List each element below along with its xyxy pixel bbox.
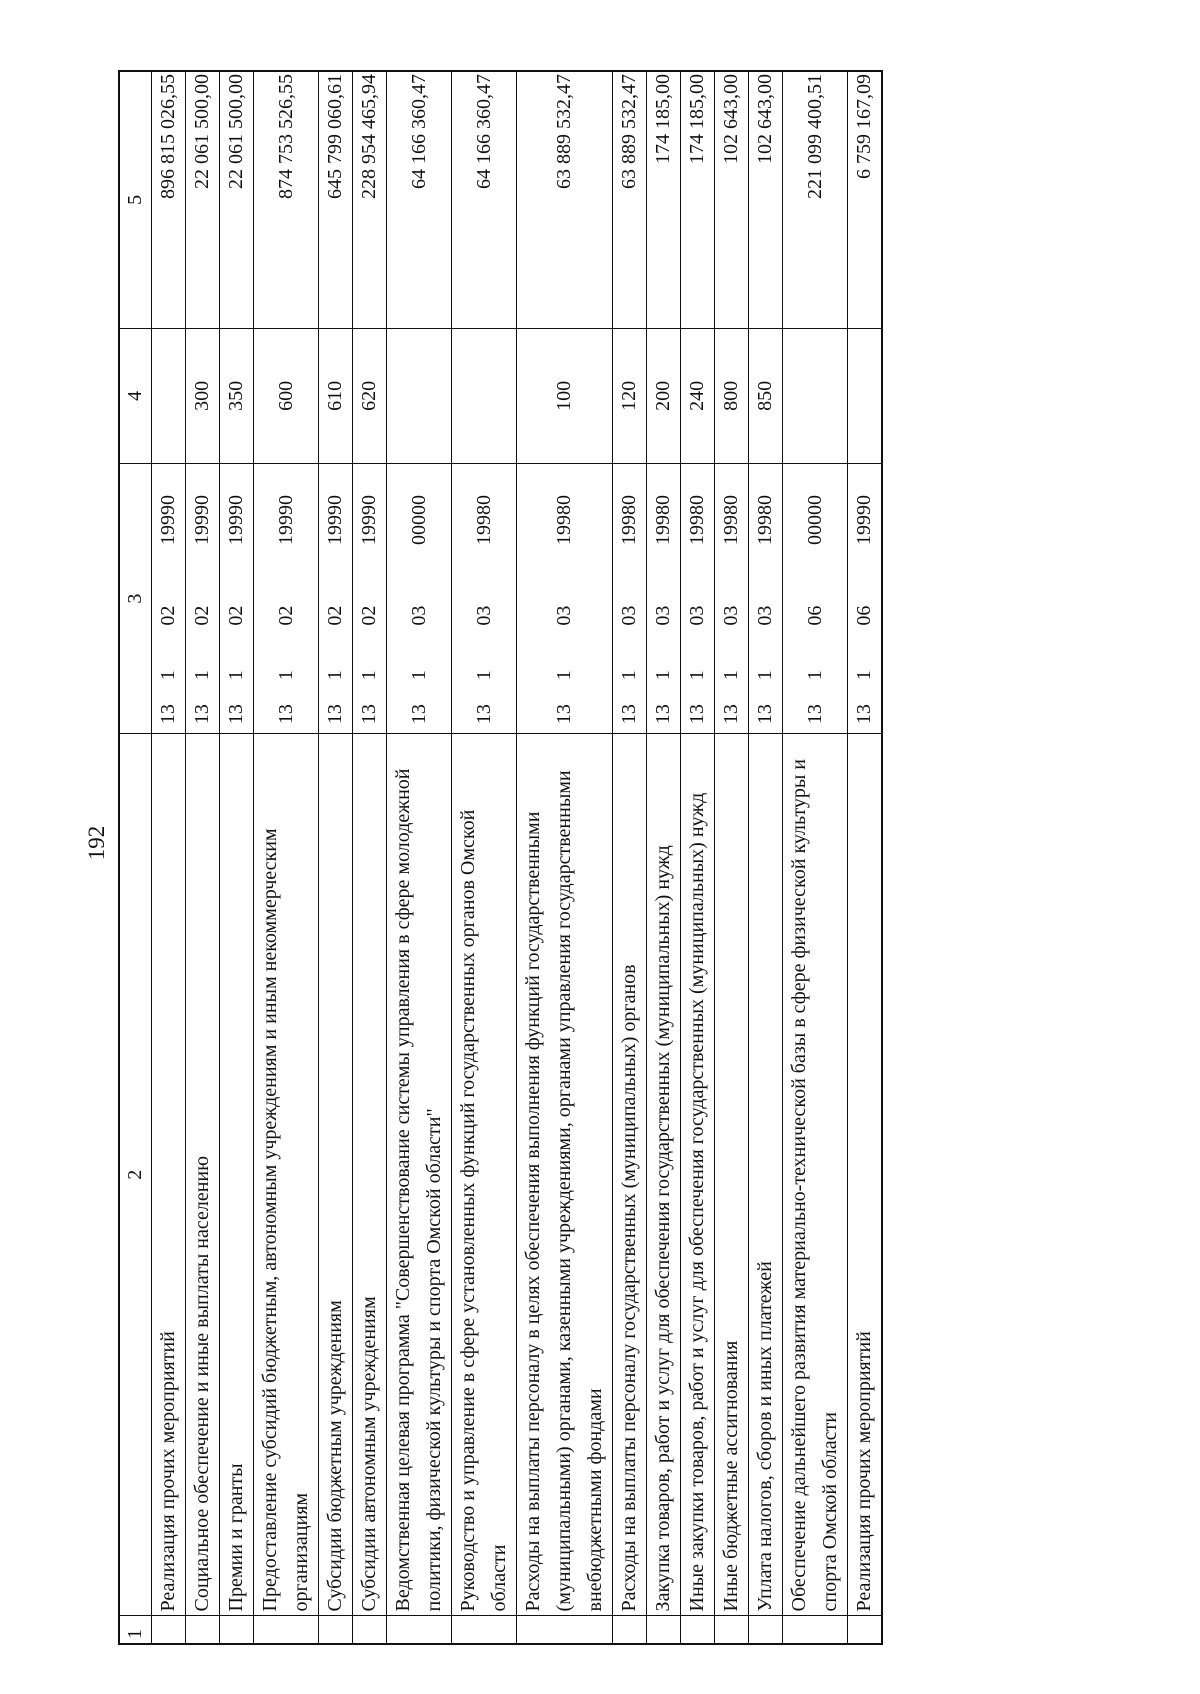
table-row <box>452 71 517 1644</box>
row-expense-type-cell: 120 <box>613 328 647 464</box>
row-expense-type-cell <box>848 328 883 464</box>
row-amount-cell: 174 185,00 <box>647 71 681 328</box>
row-amount-cell: 102 643,00 <box>749 71 783 328</box>
row-name-cell: Субсидии автономным учреждениям <box>353 734 387 1616</box>
row-code-part-a: 13 <box>681 695 715 734</box>
row-code-part-c: 03 <box>715 576 749 655</box>
row-expense-type-cell: 350 <box>220 328 254 464</box>
row-code-part-d: 19990 <box>220 464 254 576</box>
table-row <box>715 71 749 1644</box>
table-body <box>152 71 883 1644</box>
row-code-part-b: 1 <box>254 655 319 695</box>
row-code-part-c: 06 <box>848 576 883 655</box>
row-amount-cell: 64 166 360,47 <box>452 71 517 328</box>
row-code-part-a: 13 <box>387 695 452 734</box>
row-code-part-a: 13 <box>152 695 186 734</box>
table-row <box>387 71 452 1644</box>
budget-table-sheet <box>118 70 883 1645</box>
col-header-5: 5 <box>119 71 152 328</box>
row-code-part-d: 00000 <box>387 464 452 576</box>
row-code-part-c: 02 <box>353 576 387 655</box>
row-name-cell: Иные закупки товаров, работ и услуг для обеспечения государственных (муниципальных) нужд <box>681 734 715 1616</box>
table-row <box>647 71 681 1644</box>
row-col1-cell <box>353 1616 387 1644</box>
row-expense-type-cell: 100 <box>517 328 613 464</box>
row-col1-cell <box>517 1616 613 1644</box>
row-code-part-d: 19990 <box>186 464 220 576</box>
row-col1-cell <box>319 1616 353 1644</box>
row-code-part-c: 03 <box>613 576 647 655</box>
row-col1-cell <box>613 1616 647 1644</box>
row-code-part-d: 19980 <box>613 464 647 576</box>
row-code-part-d: 19990 <box>254 464 319 576</box>
row-code-part-c: 03 <box>517 576 613 655</box>
table-row <box>353 71 387 1644</box>
row-code-part-a: 13 <box>783 695 848 734</box>
row-code-part-d: 19990 <box>848 464 883 576</box>
row-code-part-b: 1 <box>783 655 848 695</box>
row-code-part-b: 1 <box>613 655 647 695</box>
row-code-part-d: 19990 <box>152 464 186 576</box>
row-col1-cell <box>254 1616 319 1644</box>
row-code-part-a: 13 <box>186 695 220 734</box>
table-row <box>848 71 883 1644</box>
row-amount-cell: 645 799 060,61 <box>319 71 353 328</box>
row-code-part-d: 19980 <box>715 464 749 576</box>
row-name-cell: Реализация прочих мероприятий <box>152 734 186 1616</box>
row-code-part-a: 13 <box>613 695 647 734</box>
row-code-part-a: 13 <box>715 695 749 734</box>
row-code-part-b: 1 <box>647 655 681 695</box>
row-code-part-c: 03 <box>681 576 715 655</box>
row-code-part-b: 1 <box>749 655 783 695</box>
row-code-part-b: 1 <box>452 655 517 695</box>
row-code-part-b: 1 <box>681 655 715 695</box>
row-code-part-b: 1 <box>220 655 254 695</box>
row-code-part-c: 02 <box>254 576 319 655</box>
row-expense-type-cell: 610 <box>319 328 353 464</box>
row-name-cell: Предоставление субсидий бюджетным, автономным учреждениям и иным некоммерческим организациям <box>254 734 319 1616</box>
row-code-part-d: 19980 <box>517 464 613 576</box>
row-name-cell: Расходы на выплаты персоналу в целях обеспечения выполнения функций государственными (муниципальными) органами, казенными учреждениями, органами управления государственными внебюджетными фондами <box>517 734 613 1616</box>
row-code-part-a: 13 <box>452 695 517 734</box>
row-code-part-a: 13 <box>254 695 319 734</box>
row-amount-cell: 64 166 360,47 <box>387 71 452 328</box>
table-row <box>517 71 613 1644</box>
row-col1-cell <box>387 1616 452 1644</box>
row-amount-cell: 22 061 500,00 <box>186 71 220 328</box>
row-expense-type-cell <box>387 328 452 464</box>
row-name-cell: Уплата налогов, сборов и иных платежей <box>749 734 783 1616</box>
page-number: 192 <box>84 825 109 861</box>
row-col1-cell <box>220 1616 254 1644</box>
row-code-part-b: 1 <box>387 655 452 695</box>
row-code-part-a: 13 <box>647 695 681 734</box>
row-amount-cell: 63 889 532,47 <box>517 71 613 328</box>
row-expense-type-cell: 240 <box>681 328 715 464</box>
row-expense-type-cell <box>783 328 848 464</box>
row-code-part-c: 02 <box>186 576 220 655</box>
row-amount-cell: 221 099 400,51 <box>783 71 848 328</box>
row-code-part-a: 13 <box>749 695 783 734</box>
table-row <box>613 71 647 1644</box>
table-row <box>152 71 186 1644</box>
row-name-cell: Премии и гранты <box>220 734 254 1616</box>
row-name-cell: Закупка товаров, работ и услуг для обеспечения государственных (муниципальных) нужд <box>647 734 681 1616</box>
row-code-part-c: 02 <box>152 576 186 655</box>
row-code-part-d: 19980 <box>647 464 681 576</box>
row-name-cell: Субсидии бюджетным учреждениям <box>319 734 353 1616</box>
row-expense-type-cell: 300 <box>186 328 220 464</box>
row-code-part-d: 19990 <box>319 464 353 576</box>
row-expense-type-cell <box>452 328 517 464</box>
table-row <box>319 71 353 1644</box>
row-amount-cell: 63 889 532,47 <box>613 71 647 328</box>
row-expense-type-cell: 850 <box>749 328 783 464</box>
row-name-cell: Социальное обеспечение и иные выплаты населению <box>186 734 220 1616</box>
row-col1-cell <box>848 1616 883 1644</box>
row-amount-cell: 874 753 526,55 <box>254 71 319 328</box>
row-amount-cell: 174 185,00 <box>681 71 715 328</box>
row-code-part-b: 1 <box>517 655 613 695</box>
col-header-3: 3 <box>119 464 152 734</box>
row-col1-cell <box>186 1616 220 1644</box>
row-code-part-c: 03 <box>387 576 452 655</box>
row-code-part-d: 19980 <box>749 464 783 576</box>
row-code-part-b: 1 <box>319 655 353 695</box>
row-amount-cell: 22 061 500,00 <box>220 71 254 328</box>
row-code-part-b: 1 <box>848 655 883 695</box>
row-code-part-d: 19980 <box>681 464 715 576</box>
row-code-part-a: 13 <box>848 695 883 734</box>
row-code-part-b: 1 <box>152 655 186 695</box>
row-code-part-c: 03 <box>647 576 681 655</box>
row-expense-type-cell: 800 <box>715 328 749 464</box>
row-amount-cell: 102 643,00 <box>715 71 749 328</box>
row-expense-type-cell: 620 <box>353 328 387 464</box>
row-amount-cell: 228 954 465,94 <box>353 71 387 328</box>
table-row <box>681 71 715 1644</box>
table-row <box>254 71 319 1644</box>
row-name-cell: Иные бюджетные ассигнования <box>715 734 749 1616</box>
row-col1-cell <box>783 1616 848 1644</box>
header-row <box>119 71 152 1644</box>
row-code-part-c: 06 <box>783 576 848 655</box>
row-amount-cell: 896 815 026,55 <box>152 71 186 328</box>
row-expense-type-cell <box>152 328 186 464</box>
budget-table <box>118 70 883 1645</box>
col-header-1: 1 <box>119 1616 152 1644</box>
row-code-part-c: 02 <box>220 576 254 655</box>
row-amount-cell: 6 759 167,09 <box>848 71 883 328</box>
row-col1-cell <box>647 1616 681 1644</box>
row-code-part-b: 1 <box>715 655 749 695</box>
row-expense-type-cell: 200 <box>647 328 681 464</box>
row-name-cell: Реализация прочих мероприятий <box>848 734 883 1616</box>
row-code-part-c: 03 <box>749 576 783 655</box>
row-name-cell: Ведомственная целевая программа "Совершенствование системы управления в сфере молодежной политики, физической культуры и спорта Омской области" <box>387 734 452 1616</box>
row-code-part-c: 03 <box>452 576 517 655</box>
row-name-cell: Обеспечение дальнейшего развития материально-технической базы в сфере физической культуры и спорта Омской области <box>783 734 848 1616</box>
row-col1-cell <box>715 1616 749 1644</box>
row-col1-cell <box>452 1616 517 1644</box>
row-col1-cell <box>681 1616 715 1644</box>
row-code-part-d: 19980 <box>452 464 517 576</box>
row-code-part-a: 13 <box>220 695 254 734</box>
col-header-2: 2 <box>119 734 152 1616</box>
row-code-part-a: 13 <box>517 695 613 734</box>
row-col1-cell <box>749 1616 783 1644</box>
table-row <box>749 71 783 1644</box>
row-code-part-b: 1 <box>353 655 387 695</box>
row-code-part-d: 19990 <box>353 464 387 576</box>
row-col1-cell <box>152 1616 186 1644</box>
row-expense-type-cell: 600 <box>254 328 319 464</box>
row-code-part-c: 02 <box>319 576 353 655</box>
table-row <box>220 71 254 1644</box>
row-name-cell: Руководство и управление в сфере установленных функций государственных органов Омской области <box>452 734 517 1616</box>
row-code-part-a: 13 <box>319 695 353 734</box>
row-code-part-d: 00000 <box>783 464 848 576</box>
col-header-4: 4 <box>119 328 152 464</box>
row-code-part-a: 13 <box>353 695 387 734</box>
row-code-part-b: 1 <box>186 655 220 695</box>
table-row <box>186 71 220 1644</box>
table-row <box>783 71 848 1644</box>
row-name-cell: Расходы на выплаты персоналу государственных (муниципальных) органов <box>613 734 647 1616</box>
